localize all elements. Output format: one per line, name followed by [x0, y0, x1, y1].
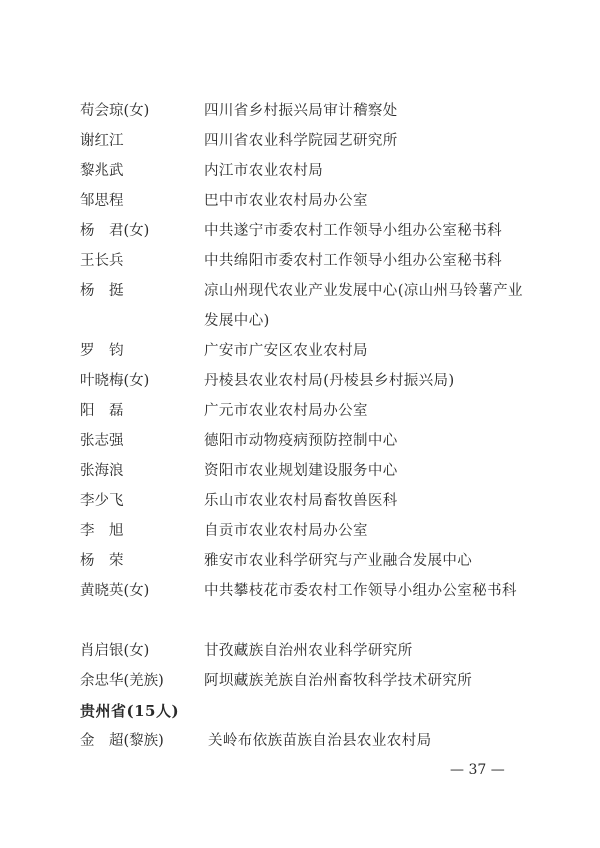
- organization: 中共攀枝花市委农村工作领导小组办公室秘书科: [204, 583, 517, 599]
- organization: 内江市农业农村局: [204, 163, 324, 179]
- list-item: [80, 276, 530, 336]
- page-number: — 37 —: [450, 762, 505, 778]
- list-item: [80, 486, 530, 516]
- list-item: [80, 216, 530, 246]
- organization: 甘孜藏族自治州农业科学研究所: [204, 643, 413, 659]
- organization: 凉山州现代农业产业发展中心(凉山州马铃薯产业发展中心): [204, 283, 523, 329]
- list-item: [80, 636, 530, 666]
- list-item: [80, 96, 530, 126]
- organization: 阿坝藏族羌族自治州畜牧科学技术研究所: [204, 673, 473, 689]
- organization: 雅安市农业科学研究与产业融合发展中心: [204, 553, 473, 569]
- person-name: 余忠华(羌族): [80, 673, 164, 689]
- list-item: [80, 336, 530, 366]
- organization: 广元市农业农村局办公室: [204, 403, 368, 419]
- organization: 广安市广安区农业农村局: [204, 343, 368, 359]
- organization: 四川省农业科学院园艺研究所: [204, 133, 398, 149]
- organization: 丹棱县农业农村局(丹棱县乡村振兴局): [204, 373, 455, 389]
- list-item: [80, 186, 530, 216]
- list-item: [80, 156, 530, 186]
- list-item: [80, 576, 530, 636]
- organization: 巴中市农业农村局办公室: [204, 193, 368, 209]
- person-name: 李 旭: [80, 523, 124, 539]
- organization: 四川省乡村振兴局审计稽察处: [204, 103, 398, 119]
- person-name: 叶晓梅(女): [80, 373, 150, 389]
- list-item: [80, 456, 530, 486]
- person-name: 杨 君(女): [80, 223, 150, 239]
- list-item: [80, 396, 530, 426]
- list-item: [80, 726, 530, 756]
- person-name: 张志强: [80, 433, 124, 449]
- organization: 资阳市农业规划建设服务中心: [204, 463, 398, 479]
- person-name: 谢红江: [80, 133, 124, 149]
- person-name: 邹思程: [80, 193, 124, 209]
- list-item: [80, 516, 530, 546]
- person-name: 王长兵: [80, 253, 124, 269]
- list-item: [80, 546, 530, 576]
- list-item: [80, 126, 530, 156]
- person-name: 杨 挺: [80, 283, 124, 299]
- awardee-list: [80, 96, 530, 756]
- person-name: 杨 荣: [80, 553, 124, 569]
- list-item: [80, 366, 530, 396]
- organization: 自贡市农业农村局办公室: [204, 523, 368, 539]
- person-name: 肖启银(女): [80, 643, 150, 659]
- list-item: [80, 666, 530, 696]
- organization: 乐山市农业农村局畜牧兽医科: [204, 493, 398, 509]
- person-name: 张海浪: [80, 463, 124, 479]
- person-name: 阳 磊: [80, 403, 124, 419]
- list-item: [80, 246, 530, 276]
- organization: 关岭布依族苗族自治县农业农村局: [208, 733, 432, 749]
- organization: 中共遂宁市委农村工作领导小组办公室秘书科: [204, 223, 502, 239]
- person-name: 罗 钧: [80, 343, 124, 359]
- person-name: 苟会琼(女): [80, 103, 150, 119]
- person-name: 李少飞: [80, 493, 124, 509]
- person-name: 黎兆武: [80, 163, 124, 179]
- person-name: 黄晓英(女): [80, 583, 150, 599]
- organization: 德阳市动物疫病预防控制中心: [204, 433, 398, 449]
- person-name: 金 超(黎族): [80, 733, 164, 749]
- organization: 中共绵阳市委农村工作领导小组办公室秘书科: [204, 253, 502, 269]
- section-heading: 贵州省(15人): [80, 702, 180, 720]
- list-item: [80, 426, 530, 456]
